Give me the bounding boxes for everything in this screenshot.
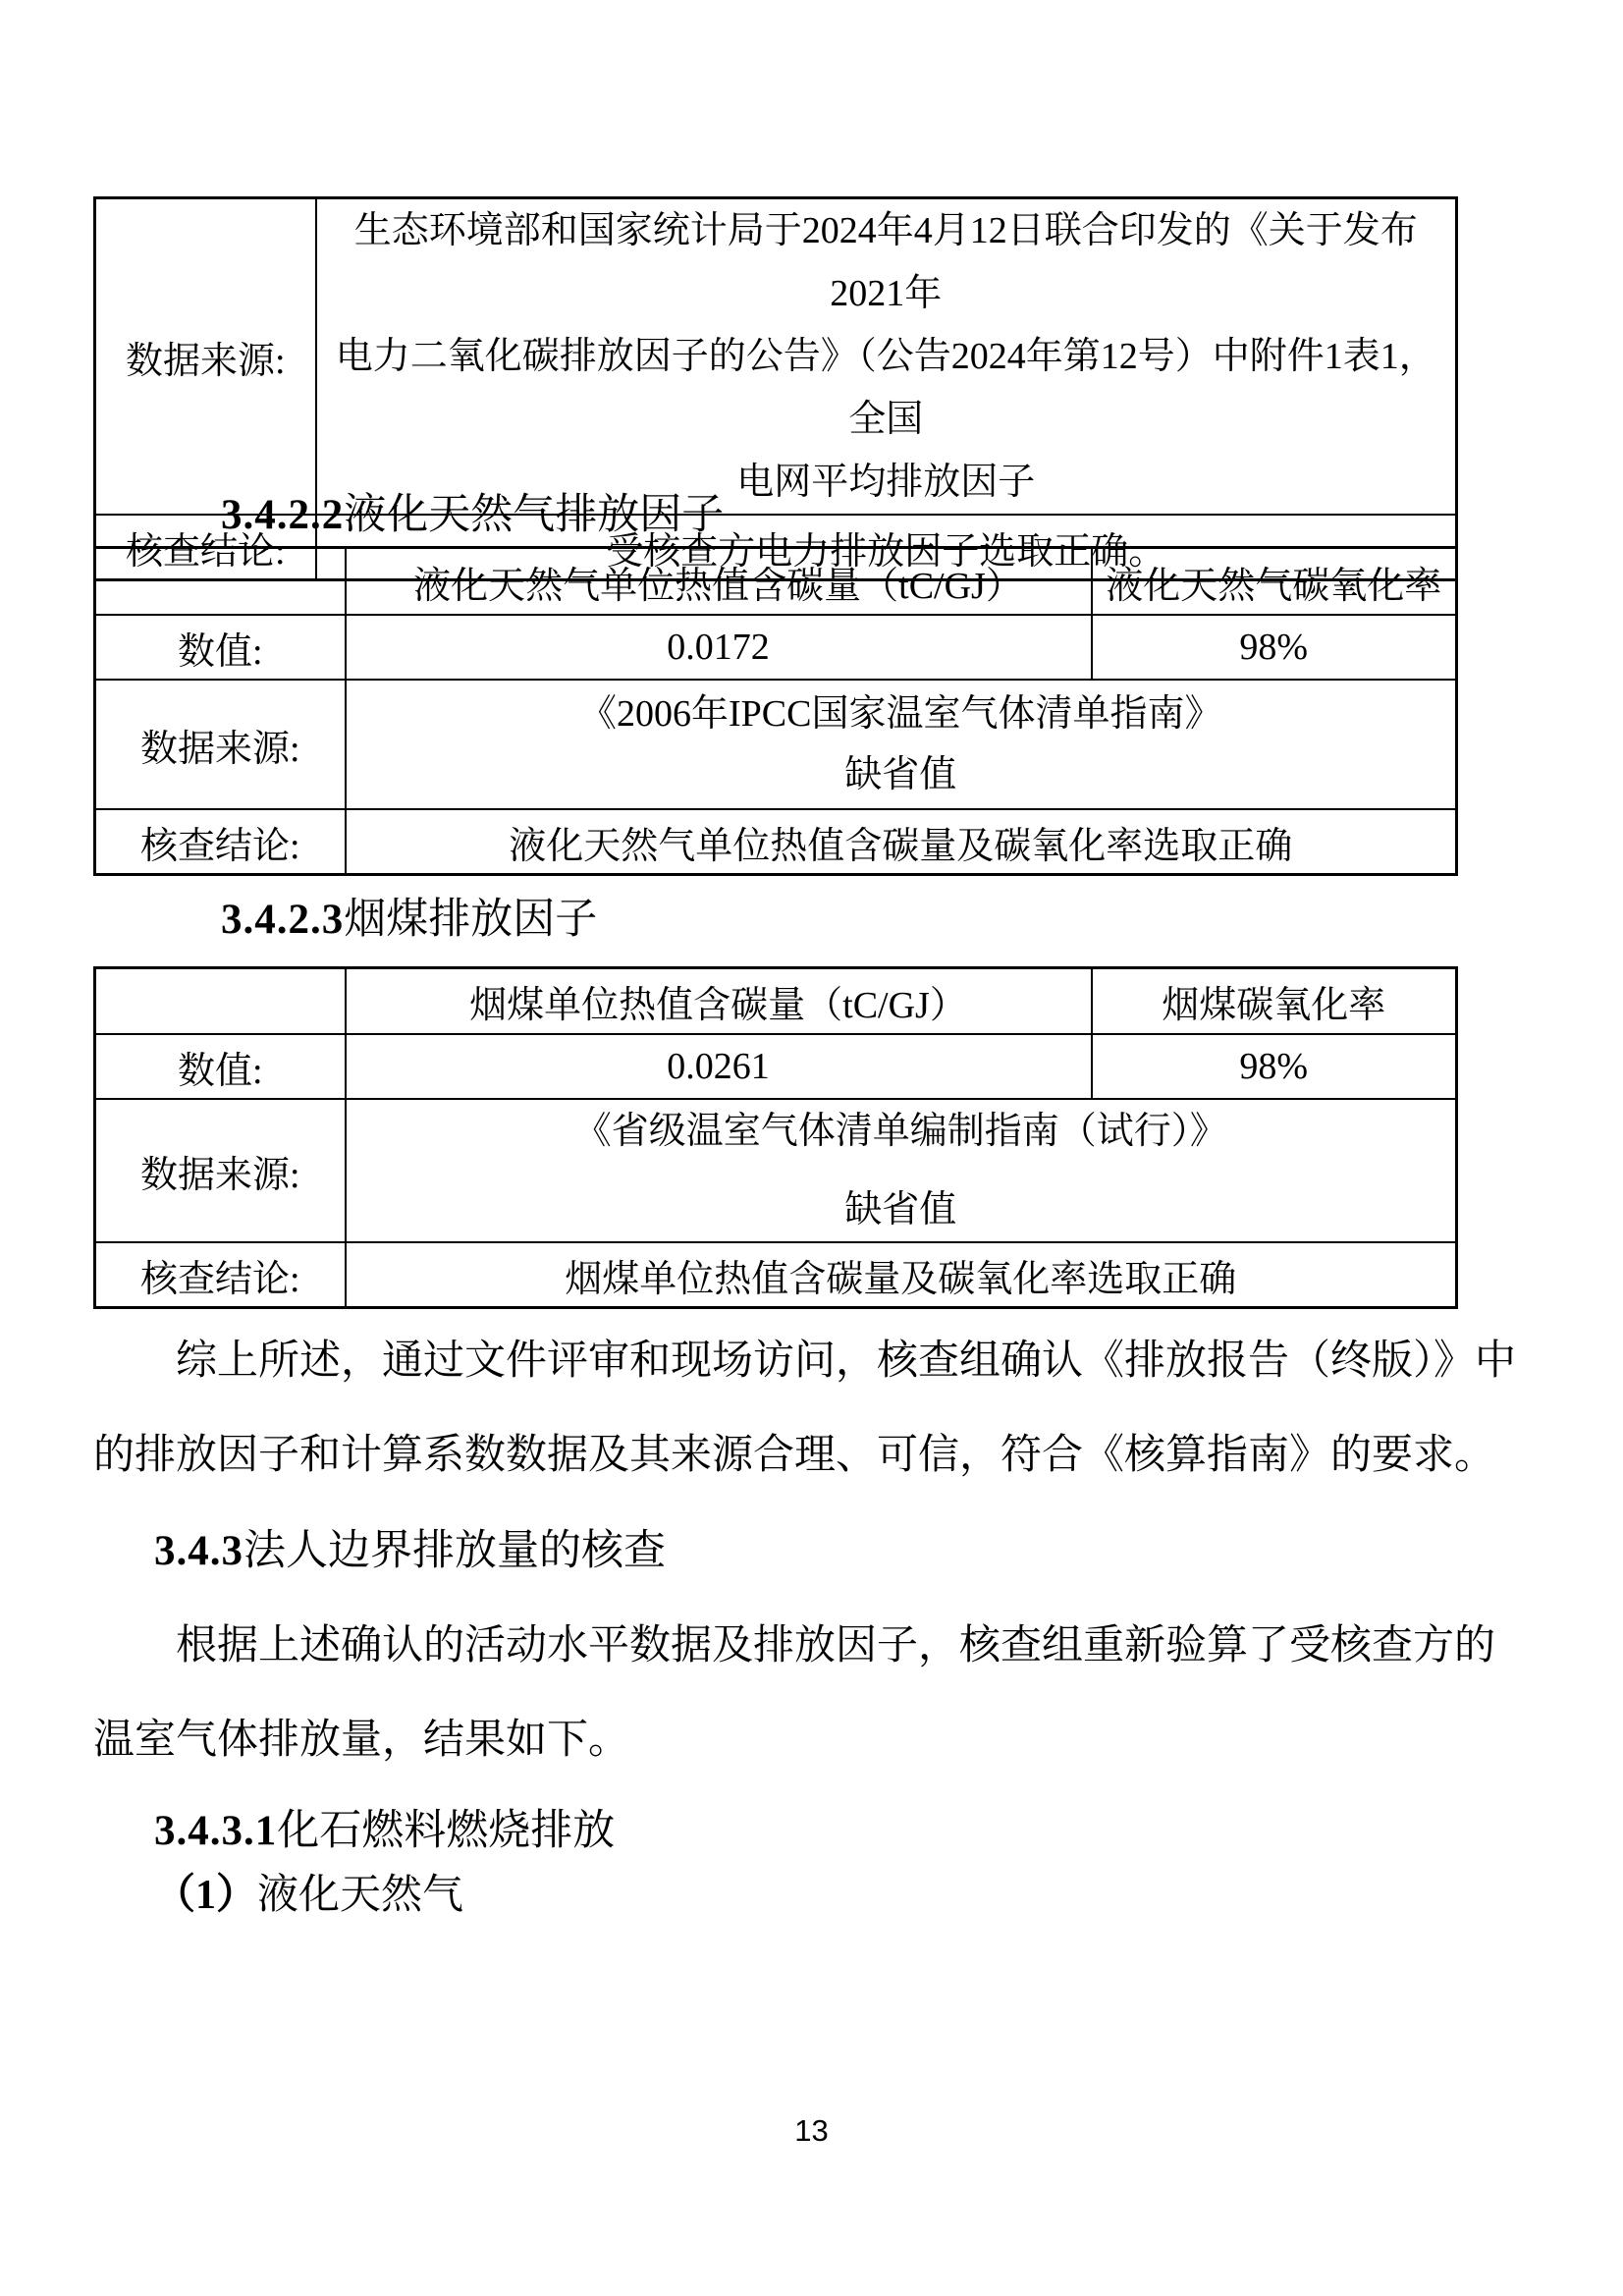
list-item-number: （1） <box>154 1873 258 1918</box>
value-cell: 98% <box>1092 615 1457 680</box>
table-row-conclusion <box>95 809 1457 875</box>
row-value-cell: 液化天然气单位热值含碳量及碳氧化率选取正确 <box>346 809 1457 875</box>
source-text-line: 缺省值 <box>844 1189 957 1230</box>
value-cell: 0.0172 <box>346 615 1092 680</box>
section-number: 3.4.2.2 <box>221 492 345 538</box>
row-label-cell: 数据来源: <box>95 680 346 809</box>
row-value-cell: 烟煤单位热值含碳量及碳氧化率选取正确 <box>346 1242 1457 1308</box>
column-header-cell: 烟煤碳氧化率 <box>1092 968 1457 1035</box>
row-label-cell: 核查结论: <box>95 1242 346 1308</box>
empty-cell <box>95 548 346 616</box>
section-title: 化石燃料燃烧排放 <box>277 1808 616 1854</box>
row-label-cell: 数据来源: <box>95 198 316 516</box>
paragraph-line: 综上所述，通过文件评审和现场访问，核查组确认《排放报告（终版）》中 <box>176 1339 1517 1384</box>
list-item-lng <box>154 1871 463 1920</box>
section-heading-3-4-3 <box>154 1527 666 1576</box>
source-text-line: 电网平均排放因子 <box>736 462 1036 503</box>
source-text-line: 《省级温室气体清单编制指南（试行）》 <box>573 1111 1227 1152</box>
row-value-cell: 受核查方电力排放因子选取正确。 <box>316 515 1457 580</box>
column-header-cell: 液化天然气单位热值含碳量（tC/GJ） <box>346 548 1092 616</box>
value-cell: 98% <box>1092 1034 1457 1099</box>
table-row-conclusion <box>95 1242 1457 1308</box>
section-number: 3.4.3.1 <box>154 1808 278 1854</box>
empty-cell <box>95 968 346 1035</box>
page-number: 13 <box>794 2113 829 2148</box>
section-number: 3.4.3 <box>154 1528 243 1574</box>
section-title: 法人边界排放量的核查 <box>243 1528 666 1574</box>
table-row-value <box>95 615 1457 680</box>
section-heading-3-4-2-3 <box>221 896 597 945</box>
row-value-cell <box>316 198 1457 516</box>
section-number: 3.4.2.3 <box>221 897 345 943</box>
row-value-cell <box>346 1099 1457 1242</box>
row-value-cell <box>346 680 1457 809</box>
list-item-text: 液化天然气 <box>257 1873 464 1918</box>
section-heading-3-4-2-2 <box>221 491 724 540</box>
summary-paragraph <box>93 1314 1517 1503</box>
source-text-line: 生态环境部和国家统计局于2024年4月12日联合印发的《关于发布 2021年 <box>353 210 1418 314</box>
lng-emission-factor-table <box>93 546 1458 876</box>
value-cell: 0.0261 <box>346 1034 1092 1099</box>
row-label-cell: 核查结论: <box>95 515 316 580</box>
table-row-source <box>95 680 1457 809</box>
row-label-cell: 核查结论: <box>95 809 346 875</box>
section-heading-3-4-3-1 <box>154 1807 615 1856</box>
source-text-line: 电力二氧化碳排放因子的公告》（公告2024年第12号）中附件1表1，全国 <box>335 336 1436 440</box>
table-row-value <box>95 1034 1457 1099</box>
row-label-cell: 数值: <box>95 1034 346 1099</box>
section-title: 烟煤排放因子 <box>344 897 598 943</box>
table-row-header <box>95 968 1457 1035</box>
section-title: 液化天然气排放因子 <box>344 492 725 538</box>
table-row-source <box>95 198 1457 516</box>
paragraph-line: 温室气体排放量，结果如下。 <box>93 1718 630 1763</box>
coal-emission-factor-table <box>93 966 1458 1309</box>
table-row-header <box>95 548 1457 616</box>
row-label-cell: 数据来源: <box>95 1099 346 1242</box>
recalculation-paragraph <box>93 1599 1496 1787</box>
column-header-cell: 液化天然气碳氧化率 <box>1092 548 1457 616</box>
paragraph-line: 的排放因子和计算系数数据及其来源合理、可信，符合《核算指南》的要求。 <box>93 1433 1496 1478</box>
row-label-cell: 数值: <box>95 615 346 680</box>
source-text-line: 《2006年IPCC国家温室气体清单指南》 <box>579 693 1222 735</box>
source-text-line: 缺省值 <box>844 754 957 795</box>
table-row-source <box>95 1099 1457 1242</box>
paragraph-line: 根据上述确认的活动水平数据及排放因子，核查组重新验算了受核查方的 <box>176 1623 1496 1668</box>
column-header-cell: 烟煤单位热值含碳量（tC/GJ） <box>346 968 1092 1035</box>
